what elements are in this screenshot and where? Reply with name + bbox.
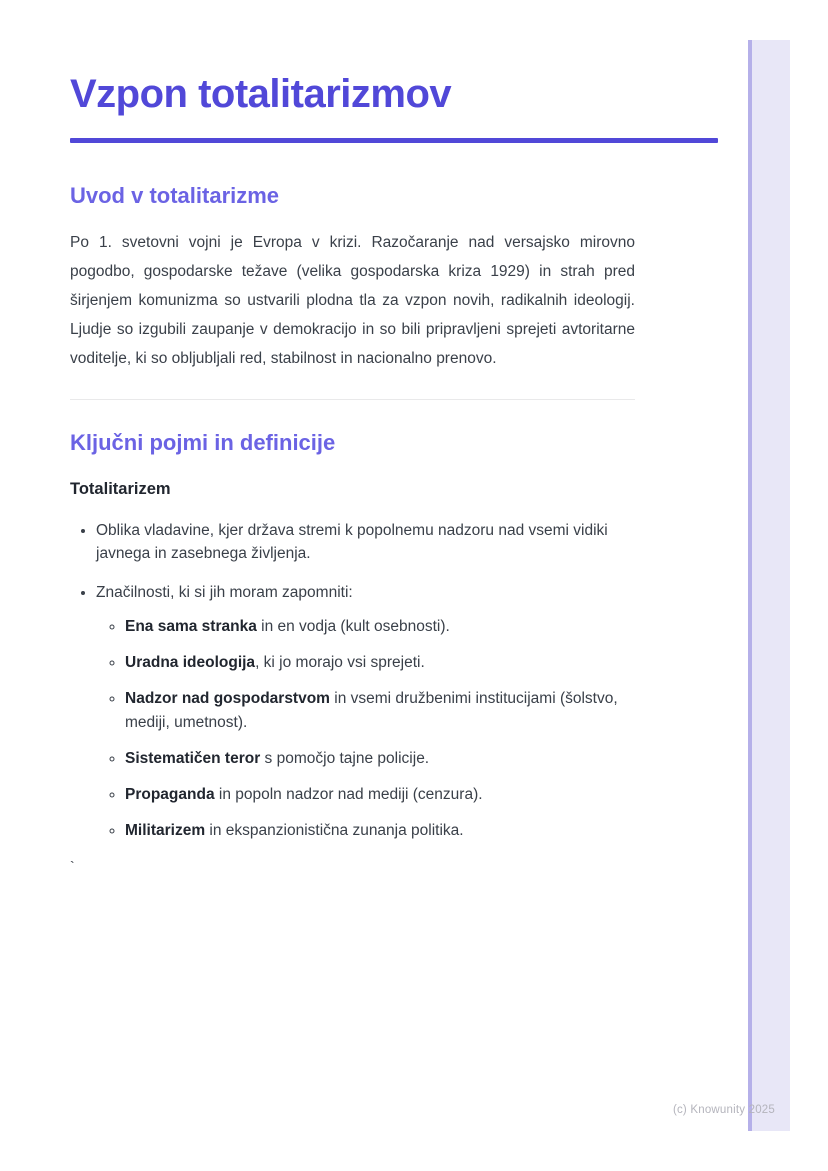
sublist-item-term: Sistematičen teror (125, 749, 261, 767)
sublist-item-text: s pomočjo tajne policije. (260, 749, 430, 767)
sublist-item (125, 783, 641, 807)
sublist-item (125, 819, 641, 843)
footer-copyright: (c) Knowunity 2025 (672, 1104, 775, 1116)
sublist-item-term: Propaganda (125, 785, 215, 803)
sublist-item (125, 615, 641, 639)
list-item (96, 519, 641, 565)
page-title: Vzpon totalitarizmov (70, 72, 452, 116)
list-item (96, 581, 641, 843)
sublist-item-term: Militarizem (125, 821, 206, 839)
stray-backtick-character: ` (70, 857, 75, 874)
list-item-text: Značilnosti, ki si jih moram zapomniti: (96, 583, 353, 601)
section-heading-intro: Uvod v totalitarizme (70, 183, 280, 208)
list-item-text: Oblika vladavine, kjer država stremi k popolnemu nadzoru nad vsemi vidiki javnega in zasebnega življenja. (96, 521, 608, 562)
section-heading-key-concepts: Ključni pojmi in definicije (70, 430, 336, 456)
sublist-item-text: , ki jo morajo vsi sprejeti. (255, 653, 425, 671)
intro-paragraph: Po 1. svetovni vojni je Evropa v krizi. Razočaranje nad versajsko mirovno pogodbo, gospodarske težave (velika gospodarska kriza 1929) in strah pred širjenjem komunizma so ustvarili plodna tla za vzpon novih, radikalnih ideologij. Ljudje so izgubili zaupanje v demokracijo in so bili pripravljeni sprejeti avtoritarne voditelje, ki so obljubljali red, stabilnost in nacionalno prenovo. (70, 234, 635, 368)
concept-bullet-list (70, 519, 641, 843)
sublist-item-text: in vsemi družbenimi institucijami (šolstvo, mediji, umetnost). (125, 689, 618, 731)
sublist-item (125, 747, 641, 771)
sublist-item (125, 651, 641, 675)
sublist-item-text: in ekspanzionistična zunanja politika. (205, 821, 464, 839)
sublist-item (125, 687, 641, 735)
sublist-item-text: in en vodja (kult osebnosti). (256, 617, 450, 635)
sublist-item-text: in popoln nadzor nad mediji (cenzura). (214, 785, 483, 803)
sublist-item-term: Uradna ideologija (125, 653, 256, 671)
term-subheading: Totalitarizem (70, 479, 171, 498)
sublist-item-term: Nadzor nad gospodarstvom (125, 689, 330, 707)
title-underline-rule (70, 138, 718, 143)
section-divider (70, 399, 635, 400)
characteristics-sublist (96, 615, 641, 843)
sublist-item-term: Ena sama stranka (125, 617, 257, 635)
